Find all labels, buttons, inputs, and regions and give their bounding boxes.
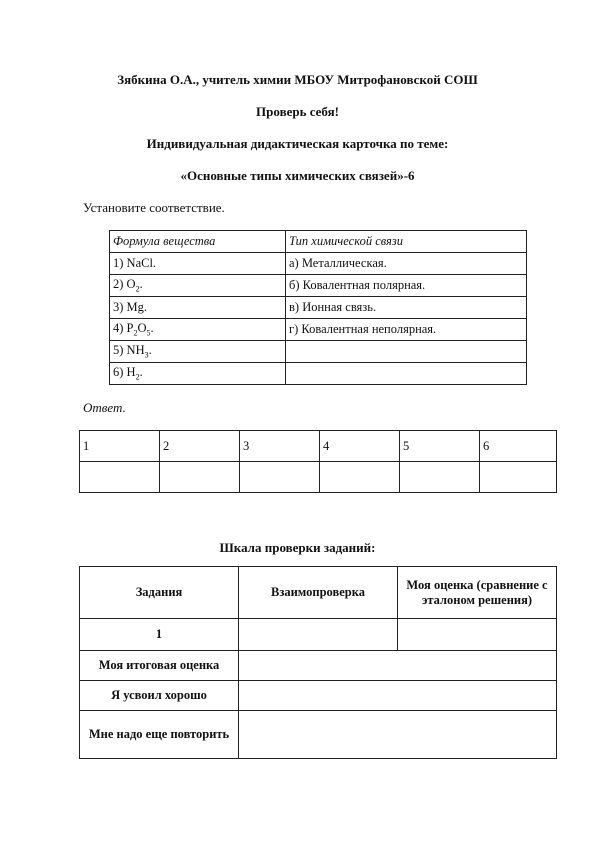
col-self-header: Моя оценка (сравнение с эталоном решения) <box>398 567 557 619</box>
need-repeat-label: Мне надо еще повторить <box>80 711 239 759</box>
bond-type-cell: б) Ковалентная полярная. <box>286 275 527 297</box>
bond-type-cell <box>286 341 527 363</box>
answer-cell[interactable] <box>480 462 557 493</box>
learned-well-label: Я усвоил хорошо <box>80 681 239 711</box>
answer-input-row <box>80 462 557 493</box>
final-grade-row <box>80 651 557 681</box>
repeat-row <box>80 711 557 759</box>
table-row <box>110 341 527 363</box>
self-grade-cell[interactable] <box>398 619 557 651</box>
answer-cell[interactable] <box>80 462 160 493</box>
task-row <box>80 619 557 651</box>
formula-cell: 5) $NH_3$. <box>110 341 286 363</box>
peer-check-cell[interactable] <box>239 619 398 651</box>
bond-type-cell <box>286 363 527 385</box>
bond-type-cell: г) Ковалентная неполярная. <box>286 319 527 341</box>
formula-cell: 4) $P_2O_5$. <box>110 319 286 341</box>
table-row <box>110 363 527 385</box>
scale-table <box>79 566 557 759</box>
formula-cell: 6) $H_2$. <box>110 363 286 385</box>
formula-cell: 3) Mg. <box>110 297 286 319</box>
formula-cell: 2) $O_2$. <box>110 275 286 297</box>
col-peer-header: Взаимопроверка <box>239 567 398 619</box>
learned-row <box>80 681 557 711</box>
bond-type-cell: в) Ионная связь. <box>286 297 527 319</box>
final-grade-cell[interactable] <box>239 651 557 681</box>
answer-number: 6 <box>480 431 557 462</box>
check-title: Проверь себя! <box>256 104 339 119</box>
learned-well-cell[interactable] <box>239 681 557 711</box>
col-tasks-header: Задания <box>80 567 239 619</box>
scale-header-row <box>80 567 557 619</box>
task-instruction: Установите соответствие. <box>83 200 225 215</box>
answer-table <box>79 430 557 493</box>
answer-number: 1 <box>80 431 160 462</box>
answer-number: 3 <box>240 431 320 462</box>
table-row <box>110 253 527 275</box>
formula-cell: 1) NaCl. <box>110 253 286 275</box>
col-formula-header: Формула вещества <box>110 231 286 253</box>
answer-cell[interactable] <box>400 462 480 493</box>
need-repeat-cell[interactable] <box>239 711 557 759</box>
answer-number: 4 <box>320 431 400 462</box>
final-grade-label: Моя итоговая оценка <box>80 651 239 681</box>
answer-cell[interactable] <box>320 462 400 493</box>
author-line: Зябкина О.А., учитель химии МБОУ Митрофановской СОШ <box>117 72 478 87</box>
table-row <box>110 319 527 341</box>
scale-title: Шкала проверки заданий: <box>219 540 376 555</box>
table-row <box>110 275 527 297</box>
matching-header-row <box>110 231 527 253</box>
answer-numbers-row <box>80 431 557 462</box>
task-number: 1 <box>80 619 239 651</box>
col-type-header: Тип химической связи <box>286 231 527 253</box>
bond-type-cell: а) Металлическая. <box>286 253 527 275</box>
answer-number: 2 <box>160 431 240 462</box>
matching-table <box>109 230 527 385</box>
card-title: Индивидуальная дидактическая карточка по теме: <box>146 136 449 151</box>
table-row <box>110 297 527 319</box>
answer-label: Ответ. <box>83 400 126 415</box>
topic-title: «Основные типы химических связей»-6 <box>180 168 415 183</box>
answer-cell[interactable] <box>240 462 320 493</box>
answer-cell[interactable] <box>160 462 240 493</box>
answer-number: 5 <box>400 431 480 462</box>
